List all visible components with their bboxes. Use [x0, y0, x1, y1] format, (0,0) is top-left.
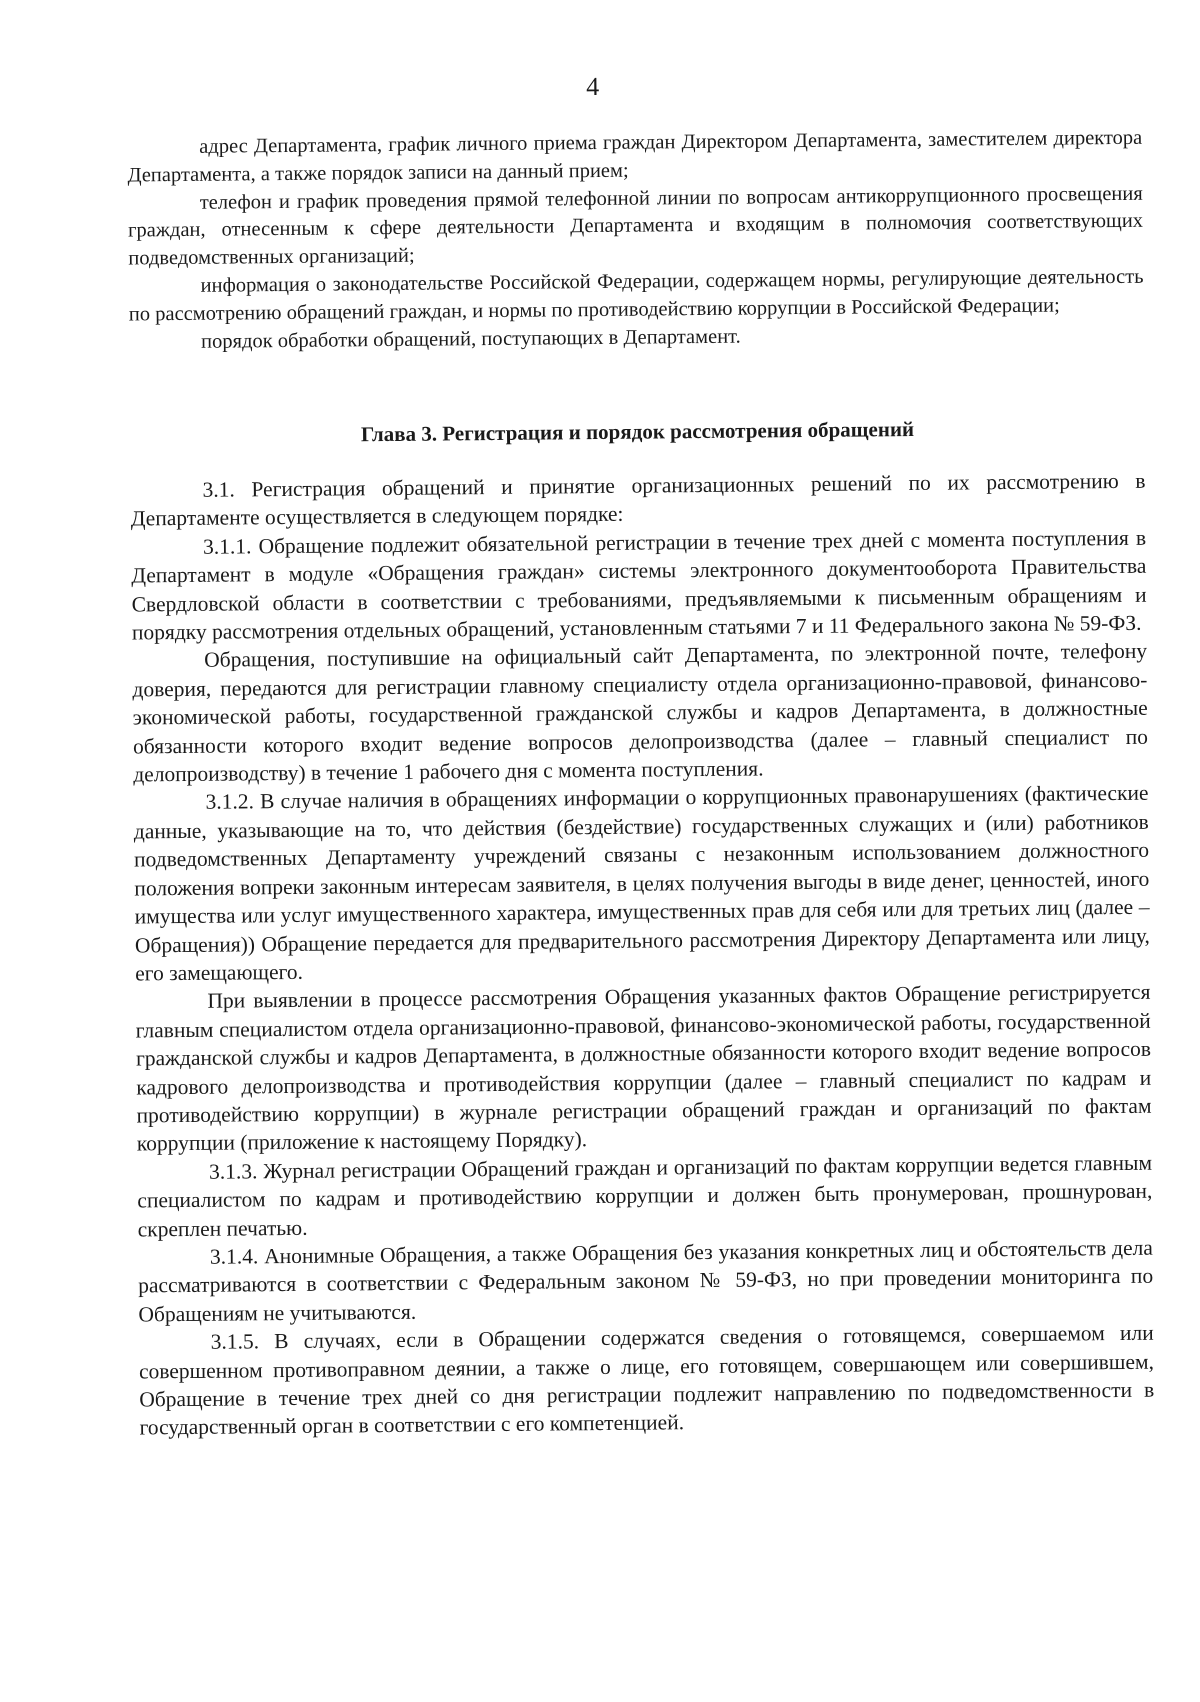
paragraph: информация о законодательстве Российской Федерации, содержащем нормы, регулирующие деятельность по рассмотрению обращений граждан, и нормы по противодействию коррупции в Российской Федерации;	[128, 265, 1144, 326]
paragraph: 3.1.1. Обращение подлежит обязательной регистрации в течение трех дней с момента поступления в Департамент в модуле «Обращения граждан» системы электронного документооборота Правительства Свердловской области в соответствии с требованиями, предъявляемыми к письменным обращениям и порядку рассмотрения отдельных обращений, установленным статьями 7 и 11 Федерального закона № 59-ФЗ.	[131, 525, 1147, 645]
paragraph: 3.1.5. В случаях, если в Обращении содержатся сведения о готовящемся, совершаемом или совершенном противоправном деянии, а также о лице, его готовящем, совершающем или совершившем, Обращение в течение трех дней со дня регистрации подлежит направлению по подведомственности в государственный орган в соответствии с его компетенцией.	[138, 1320, 1155, 1440]
chapter-heading: Глава 3. Регистрация и порядок рассмотрения обращений	[360, 416, 915, 447]
paragraph: порядок обработки обращений, поступающих в Департамент.	[201, 325, 741, 353]
paragraph: 3.1.4. Анонимные Обращения, а также Обращения без указания конкретных лиц и обстоятельств дела рассматриваются в соответствии с Федеральным законом № 59-ФЗ, но при проведении мониторинга по Обращениям не учитываются.	[138, 1235, 1154, 1327]
chapter-3-body	[130, 467, 1154, 1443]
paragraph: телефон и график проведения прямой телефонной линии по вопросам антикоррупционного просвещения граждан, отнесенным к сфере деятельности Департамента и входящим в полномочия соответствующих подведомственных организаций;	[127, 182, 1144, 270]
paragraph: При выявлении в процессе рассмотрения Обращения указанных фактов Обращение регистрируется главным специалистом отдела организационно-правовой, финансово-экономической работы, государственной гражданской службы и кадров Департамента, в должностные обязанности которого входит ведение вопросов кадрового делопроизводства и противодействия коррупции (далее – главный специалист по кадрам и противодействию коррупции) в журнале регистрации обращений граждан и организаций по фактам коррупции (приложение к настоящему Порядку).	[135, 980, 1152, 1156]
page-number: 4	[586, 71, 600, 102]
paragraph: Обращения, поступившие на официальный сайт Департамента, по электронной почте, телефону доверия, передаются для регистрации главному специалисту отдела организационно-правовой, финансово-экономической работы, государственной гражданской службы и кадров Департамента, в должностные обязанности которого входит ведение вопросов делопроизводства (далее – главный специалист по делопроизводству) в течение 1 рабочего дня с момента поступления.	[132, 639, 1149, 787]
info-list-section	[127, 125, 1144, 357]
paragraph: адрес Департамента, график личного приема граждан Директором Департамента, заместителем директора Департамента, а также порядок записи на данный прием;	[127, 126, 1143, 187]
paragraph: 3.1.2. В случае наличия в обращениях информации о коррупционных правонарушениях (фактические данные, указывающие на то, что действия (бездействие) государственных служащих и (или) работников подведомственных Департаменту учреждений связаны с незаконным использованием должностного положения вопреки законным интересам заявителя, в целях получения выгоды в виде денег, ценностей, иного имущества или услуг имущественного характера, имущественных прав для себя или для третьих лиц (далее – Обращения)) Обращение передается для предварительного рассмотрения Директору Департамента или лицу, его замещающего.	[133, 781, 1150, 986]
paragraph: 3.1.3. Журнал регистрации Обращений граждан и организаций по фактам коррупции ведется главным специалистом по кадрам и противодействию коррупции и должен быть пронумерован, прошнурован, скреплен печатью.	[137, 1150, 1153, 1242]
paragraph: 3.1. Регистрация обращений и принятие организационных решений по их рассмотрению в Департаменте осуществляется в следующем порядке:	[130, 468, 1146, 531]
